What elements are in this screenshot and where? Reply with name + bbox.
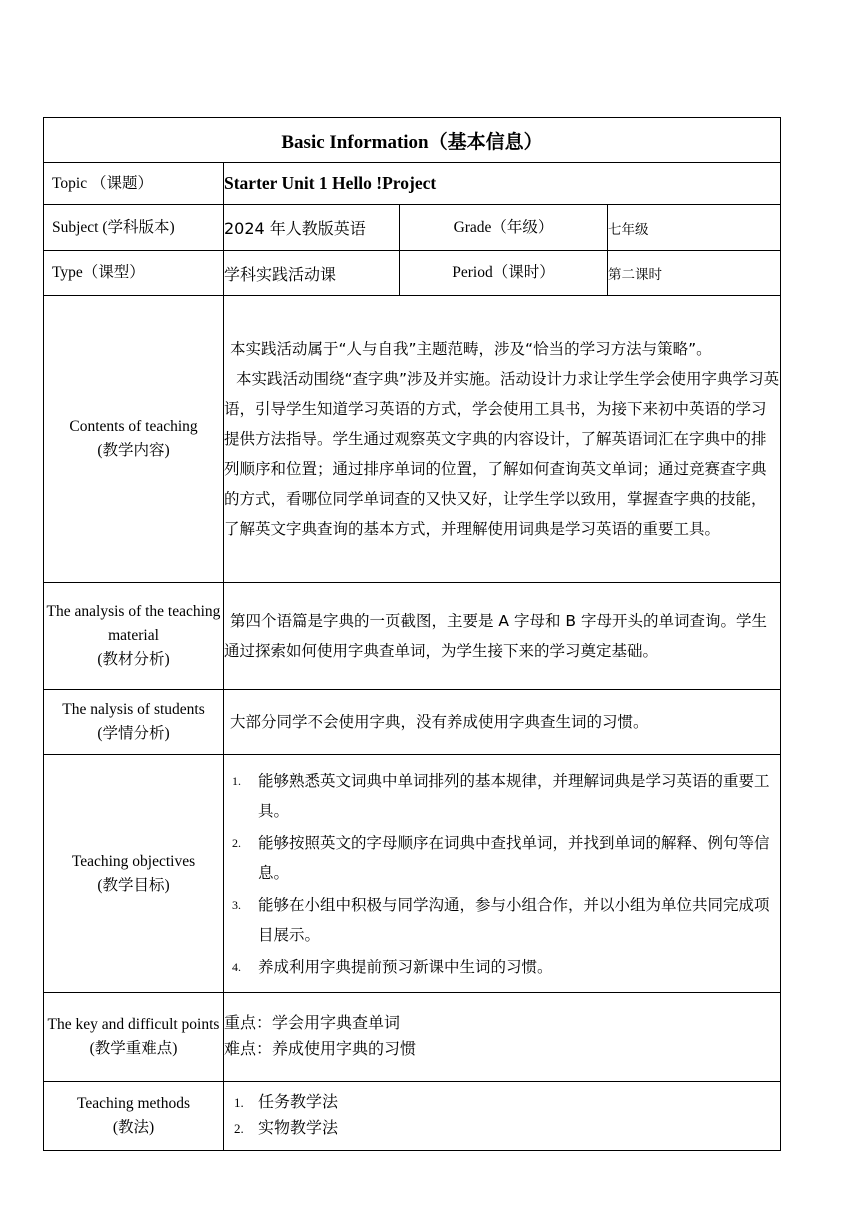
- methods-cell: [224, 1082, 781, 1151]
- objective-item: [232, 952, 772, 982]
- objectives-list: [224, 758, 780, 990]
- key-points-label-en: The key and difficult points: [47, 1016, 220, 1033]
- methods-label-cn: (教法): [112, 1119, 155, 1136]
- contents-paragraph-1: 本实践活动属于“人与自我”主题范畴，涉及“恰当的学习方法与策略”。: [230, 340, 712, 358]
- analysis-material-label: [44, 583, 224, 690]
- type-label: Type（课型）: [44, 251, 224, 296]
- topic-label: Topic （课题）: [44, 163, 224, 205]
- contents-label: [44, 296, 224, 583]
- method-text: 实物教学法: [258, 1120, 339, 1137]
- analysis-students-text: [224, 690, 781, 755]
- type-value: 学科实践活动课: [224, 251, 400, 296]
- objective-text: 能够熟悉英文词典中单词排列的基本规律，并理解词典是学习英语的重要工具。: [258, 771, 770, 820]
- objective-text: 能够按照英文的字母顺序在词典中查找单词，并找到单词的解释、例句等信息。: [258, 833, 770, 882]
- grade-value: 七年级: [608, 205, 781, 251]
- method-item: [232, 1090, 772, 1116]
- basic-information-table: [43, 117, 781, 1151]
- subject-label: Subject (学科版本): [44, 205, 224, 251]
- methods-label-en: Teaching methods: [77, 1095, 190, 1112]
- key-points-label: [44, 993, 224, 1082]
- objective-item: [232, 828, 772, 888]
- subject-value: 2024 年人教版英语: [224, 205, 400, 251]
- topic-value: Starter Unit 1 Hello !Project: [224, 163, 781, 205]
- objective-item: [232, 890, 772, 950]
- period-label: Period（课时）: [400, 251, 608, 296]
- method-number: 2.: [234, 1121, 244, 1136]
- objective-number: 1.: [232, 773, 241, 788]
- methods-list: [224, 1082, 780, 1150]
- objective-text: 能够在小组中积极与同学沟通，参与小组合作，并以小组为单位共同完成项目展示。: [258, 895, 770, 944]
- analysis-material-text: [224, 583, 781, 690]
- objectives-label: [44, 755, 224, 993]
- key-points-label-cn: (教学重难点): [89, 1040, 178, 1057]
- key-points-cell: [224, 993, 781, 1082]
- objectives-cell: [224, 755, 781, 993]
- key-point-text: 重点：学会用字典查单词: [224, 1015, 401, 1032]
- analysis-students-label: [44, 690, 224, 755]
- contents-label-en: Contents of teaching: [69, 418, 198, 435]
- objective-number: 2.: [232, 835, 241, 850]
- table-title: Basic Information（基本信息）: [44, 118, 781, 163]
- objective-number: 3.: [232, 897, 241, 912]
- contents-text: [224, 296, 781, 583]
- method-item: [232, 1116, 772, 1142]
- analysis-material-paragraph: 第四个语篇是字典的一页截图，主要是 A 字母和 B 字母开头的单词查询。学生通过探索如何使用字典查单词，为学生接下来的学习奠定基础。: [224, 612, 767, 660]
- method-text: 任务教学法: [258, 1094, 339, 1111]
- analysis-material-label-en: The analysis of the teaching material: [46, 603, 221, 644]
- objective-text: 养成利用字典提前预习新课中生词的习惯。: [258, 957, 553, 976]
- contents-paragraph-2: 本实践活动围绕“查字典”涉及并实施。活动设计力求让学生学会使用字典学习英语，引导学生知道学习英语的方式，学会使用工具书，为接下来初中英语的学习提供方法指导。学生通过观察英文字典的内容设计，了解英语词汇在字典中的排列顺序和位置；通过排序单词的位置，了解如何查询英文单词；通过竞赛查字典的方式，看哪位同学单词查的又快又好，让学生学以致用，掌握查字典的技能，了解英文字典查询的基本方式，并理解使用词典是学习英语的重要工具。: [224, 370, 780, 538]
- objectives-label-en: Teaching objectives: [71, 852, 196, 870]
- analysis-students-label-cn: (学情分析): [97, 725, 170, 742]
- method-number: 1.: [234, 1095, 244, 1110]
- contents-label-cn: (教学内容): [97, 442, 170, 459]
- objectives-label-cn: (教学目标): [97, 876, 170, 894]
- methods-label: [44, 1082, 224, 1151]
- analysis-material-label-cn: (教材分析): [97, 651, 170, 668]
- period-value: 第二课时: [608, 251, 781, 296]
- objective-item: [232, 766, 772, 826]
- objective-number: 4.: [232, 959, 241, 974]
- analysis-students-paragraph: 大部分同学不会使用字典，没有养成使用字典查生词的习惯。: [230, 713, 649, 731]
- analysis-students-label-en: The nalysis of students: [62, 701, 205, 718]
- grade-label: Grade（年级）: [400, 205, 608, 251]
- difficult-point-text: 难点：养成使用字典的习惯: [224, 1041, 417, 1058]
